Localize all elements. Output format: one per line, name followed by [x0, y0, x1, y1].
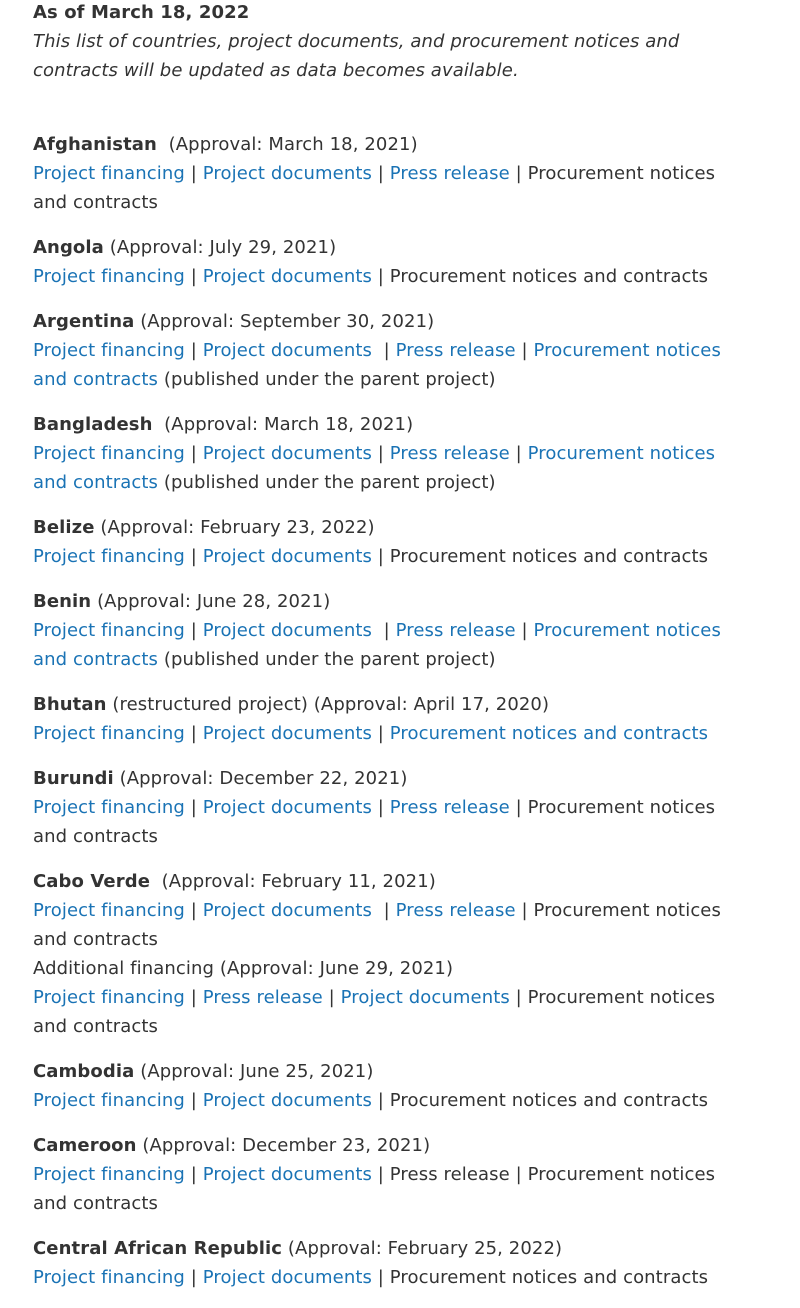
project-documents-link[interactable]: Project documents [202, 900, 372, 921]
project-financing-link[interactable]: Project financing [33, 797, 185, 818]
press-release-link[interactable]: Press release [395, 340, 516, 361]
separator: | [377, 1164, 384, 1185]
procurement-text: Procurement notices and contracts [33, 900, 721, 950]
approval-date: (Approval: June 25, 2021) [140, 1061, 374, 1082]
separator: | [190, 546, 197, 567]
country-name: Cameroon [33, 1135, 137, 1156]
project-documents-link[interactable]: Project documents [202, 1090, 372, 1111]
separator: | [377, 266, 384, 287]
procurement-text: Procurement notices and contracts [389, 1090, 709, 1111]
separator: | [521, 340, 528, 361]
country-entry-afghanistan [33, 130, 753, 217]
country-name: Afghanistan [33, 134, 157, 155]
country-entry-burundi [33, 764, 753, 851]
procurement-text: Procurement notices and contracts [389, 1267, 709, 1288]
project-financing-link[interactable]: Project financing [33, 266, 185, 287]
country-name: Central African Republic [33, 1238, 283, 1259]
separator: | [377, 797, 384, 818]
press-release-link[interactable]: Press release [395, 900, 516, 921]
separator: | [190, 1090, 197, 1111]
project-documents-link[interactable]: Project documents [202, 620, 372, 641]
country-entry-benin [33, 587, 753, 674]
separator: | [190, 987, 197, 1008]
parent-project-note: (published under the parent project) [163, 369, 496, 390]
country-entry-bhutan [33, 690, 753, 748]
separator: | [190, 1164, 197, 1185]
separator: | [190, 266, 197, 287]
approval-date: (Approval: February 11, 2021) [161, 871, 436, 892]
country-name: Cabo Verde [33, 871, 150, 892]
approval-date: (Approval: September 30, 2021) [140, 311, 435, 332]
separator: | [377, 443, 384, 464]
separator: | [190, 163, 197, 184]
country-name: Angola [33, 237, 104, 258]
parent-project-note: (published under the parent project) [163, 649, 496, 670]
project-documents-link[interactable]: Project documents [202, 1267, 372, 1288]
project-financing-link[interactable]: Project financing [33, 546, 185, 567]
project-financing-link[interactable]: Project financing [33, 900, 185, 921]
project-documents-link[interactable]: Project documents [202, 163, 372, 184]
update-note: This list of countries, project documents, and procurement notices and contracts will be updated as data becomes available. [33, 31, 680, 81]
project-documents-link[interactable]: Project documents [202, 340, 372, 361]
country-name: Bhutan [33, 694, 107, 715]
separator: | [515, 987, 522, 1008]
approval-date: (Approval: December 22, 2021) [119, 768, 408, 789]
project-documents-link[interactable]: Project documents [202, 443, 372, 464]
country-entry-cameroon [33, 1131, 753, 1218]
separator: | [377, 1090, 384, 1111]
project-financing-link[interactable]: Project financing [33, 620, 185, 641]
project-documents-link[interactable]: Project documents [202, 266, 372, 287]
separator: | [383, 340, 390, 361]
separator: | [190, 1267, 197, 1288]
separator: | [515, 163, 522, 184]
country-name: Burundi [33, 768, 114, 789]
procurement-text: Procurement notices and contracts [33, 987, 716, 1037]
country-name: Cambodia [33, 1061, 135, 1082]
procurement-text: Procurement notices and contracts [389, 266, 709, 287]
procurement-link[interactable]: Procurement notices and contracts [33, 620, 721, 670]
country-name: Belize [33, 517, 95, 538]
country-entry-central-african-republic [33, 1234, 753, 1292]
country-name: Bangladesh [33, 414, 153, 435]
project-financing-link[interactable]: Project financing [33, 163, 185, 184]
as-of-date: As of March 18, 2022 [33, 2, 250, 23]
additional-financing: Additional financing (Approval: June 29, 2021) [33, 958, 454, 979]
separator: | [328, 987, 335, 1008]
country-entry-argentina [33, 307, 753, 394]
project-documents-link[interactable]: Project documents [202, 723, 372, 744]
project-financing-link[interactable]: Project financing [33, 1164, 185, 1185]
procurement-text: Procurement notices and contracts [33, 797, 716, 847]
project-financing-link[interactable]: Project financing [33, 1267, 185, 1288]
separator: | [515, 1164, 522, 1185]
country-entry-angola [33, 233, 753, 291]
project-documents-link[interactable]: Project documents [202, 797, 372, 818]
press-release-link[interactable]: Press release [395, 620, 516, 641]
project-documents-link[interactable]: Project documents [340, 987, 510, 1008]
approval-date: (Approval: July 29, 2021) [109, 237, 337, 258]
press-release-link[interactable]: Press release [389, 797, 510, 818]
separator: | [521, 900, 528, 921]
separator: | [515, 797, 522, 818]
separator: | [377, 163, 384, 184]
spacer [33, 85, 753, 130]
separator: | [383, 900, 390, 921]
country-entry-belize [33, 513, 753, 571]
separator: | [377, 1267, 384, 1288]
approval-date: (Approval: March 18, 2021) [164, 414, 414, 435]
country-entry-cambodia [33, 1057, 753, 1115]
project-financing-link[interactable]: Project financing [33, 723, 185, 744]
project-financing-link[interactable]: Project financing [33, 340, 185, 361]
separator: | [190, 443, 197, 464]
separator: | [190, 900, 197, 921]
procurement-link[interactable]: Procurement notices and contracts [33, 340, 721, 390]
approval-date: (Approval: February 23, 2022) [100, 517, 375, 538]
separator: | [377, 546, 384, 567]
procurement-text: Procurement notices and contracts [33, 1164, 716, 1214]
approval-date: (Approval: March 18, 2021) [168, 134, 418, 155]
procurement-link[interactable]: Procurement notices and contracts [33, 443, 716, 493]
separator: | [190, 797, 197, 818]
project-financing-link[interactable]: Project financing [33, 1090, 185, 1111]
separator: | [377, 723, 384, 744]
project-documents-link[interactable]: Project documents [202, 1164, 372, 1185]
separator: | [190, 723, 197, 744]
parent-project-note: (published under the parent project) [163, 472, 496, 493]
separator: | [521, 620, 528, 641]
country-name: Benin [33, 591, 92, 612]
country-entry-bangladesh [33, 410, 753, 497]
approval-date: (Approval: June 28, 2021) [97, 591, 331, 612]
country-name: Argentina [33, 311, 135, 332]
press-release-link[interactable]: Press release [389, 163, 510, 184]
country-entry-cabo-verde [33, 867, 753, 1041]
document-page [33, 0, 753, 1308]
approval-date: (restructured project) (Approval: April 17, 2020) [112, 694, 550, 715]
procurement-link[interactable]: Procurement notices and contracts [389, 723, 709, 744]
separator: | [515, 443, 522, 464]
approval-date: (Approval: December 23, 2021) [142, 1135, 431, 1156]
press-release-text: Press release [389, 1164, 510, 1185]
separator: | [190, 620, 197, 641]
procurement-text: Procurement notices and contracts [33, 163, 716, 213]
project-financing-link[interactable]: Project financing [33, 443, 185, 464]
press-release-link[interactable]: Press release [202, 987, 323, 1008]
project-financing-link[interactable]: Project financing [33, 987, 185, 1008]
approval-date: (Approval: February 25, 2022) [287, 1238, 563, 1259]
separator: | [383, 620, 390, 641]
project-documents-link[interactable]: Project documents [202, 546, 372, 567]
press-release-link[interactable]: Press release [389, 443, 510, 464]
procurement-text: Procurement notices and contracts [389, 546, 709, 567]
separator: | [190, 340, 197, 361]
